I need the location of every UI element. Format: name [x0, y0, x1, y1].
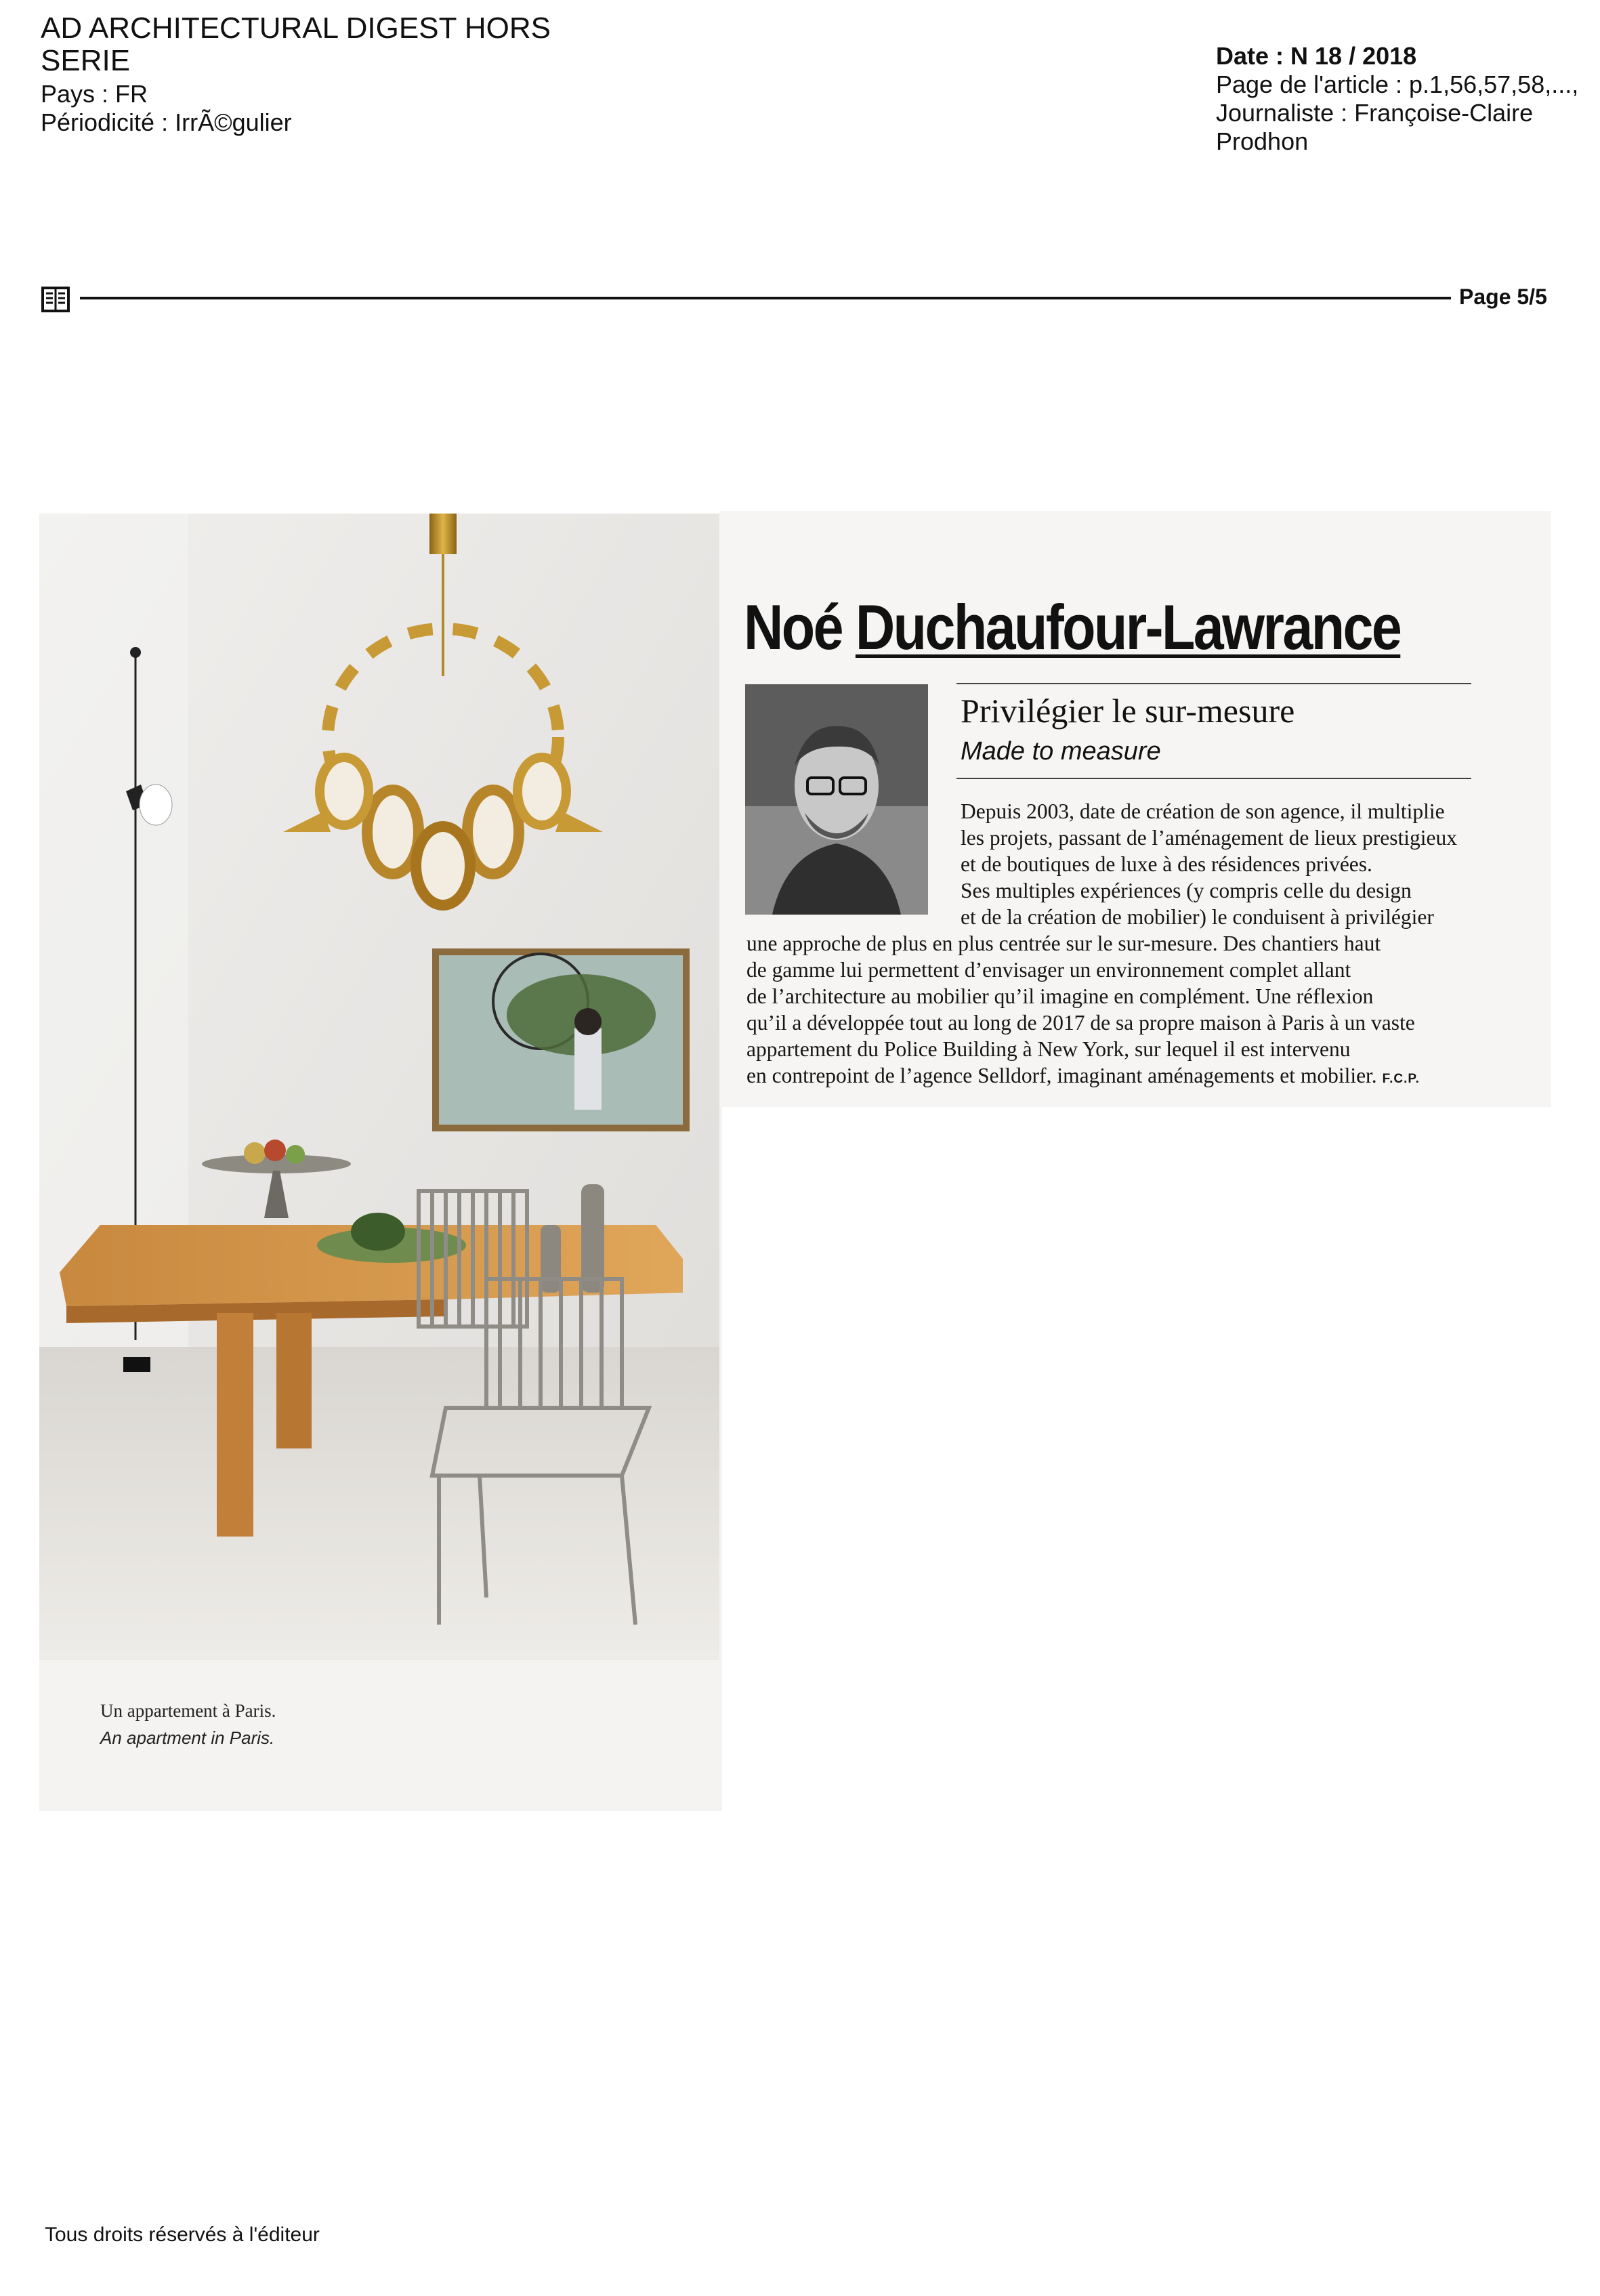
- header-divider: [80, 297, 1451, 299]
- body-line: de l’architecture au mobilier qu’il imagine en complément. Une réflexion: [746, 984, 1374, 1008]
- caption-fr: Un appartement à Paris.: [100, 1700, 276, 1721]
- body-line: une approche de plus en plus centrée sur le sur-mesure. Des chantiers haut: [746, 932, 1381, 955]
- body-line: Depuis 2003, date de création de son agence, il multiplie: [961, 799, 1445, 823]
- date-label: Date : N 18 / 2018: [1216, 42, 1417, 70]
- subhead-rule-top: [956, 683, 1471, 684]
- body-line: appartement du Police Building à New York, sur lequel il est intervenu: [746, 1037, 1351, 1061]
- caption-en: An apartment in Paris.: [100, 1728, 275, 1748]
- body-line: qu’il a développée tout au long de 2017 de sa propre maison à Paris à un vaste: [746, 1011, 1415, 1035]
- country-label: Pays : FR: [41, 80, 148, 108]
- periodicity-label: Périodicité : IrrÃ©gulier: [41, 108, 292, 136]
- body-line: et de boutiques de luxe à des résidences privées.: [961, 852, 1372, 876]
- interior-photo: [39, 514, 719, 1660]
- body-line: Ses multiples expériences (y compris celle du design: [961, 879, 1412, 902]
- body-line: les projets, passant de l’aménagement de lieux prestigieux: [961, 826, 1458, 850]
- page-indicator: Page 5/5: [1459, 285, 1547, 309]
- article-headline: [744, 591, 1400, 664]
- headline-last-name: Duchaufour-Lawrance: [855, 591, 1401, 663]
- publication-title-line1: AD ARCHITECTURAL DIGEST HORS: [41, 12, 551, 45]
- article-pages-label: Page de l'article : p.1,56,57,58,...,: [1216, 70, 1579, 98]
- publication-title: [41, 12, 650, 77]
- body-line-text: en contrepoint de l’agence Selldorf, imaginant aménagements et mobilier.: [746, 1064, 1377, 1087]
- journalist-name-continued: Prodhon: [1216, 127, 1309, 155]
- rights-notice: Tous droits réservés à l'éditeur: [45, 2224, 320, 2246]
- journalist-label: Journaliste : Françoise-Claire: [1216, 99, 1534, 127]
- body-line-last: [746, 1062, 1420, 1093]
- subhead-rule-bottom: [956, 778, 1471, 779]
- body-line: de gamme lui permettent d’envisager un environnement complet allant: [746, 958, 1351, 982]
- photo-caption: [100, 1697, 276, 1751]
- author-signature: F.C.P.: [1382, 1072, 1420, 1086]
- author-portrait: [745, 684, 928, 915]
- newspaper-icon: [41, 285, 70, 314]
- article-meta: [1216, 42, 1595, 156]
- subhead-english: Made to measure: [961, 737, 1161, 766]
- body-line: et de la création de mobilier) le conduisent à privilégier: [961, 905, 1434, 929]
- subhead-french: Privilégier le sur-mesure: [961, 692, 1295, 730]
- publication-title-line2: SERIE: [41, 44, 131, 77]
- headline-first-name: Noé: [744, 591, 842, 663]
